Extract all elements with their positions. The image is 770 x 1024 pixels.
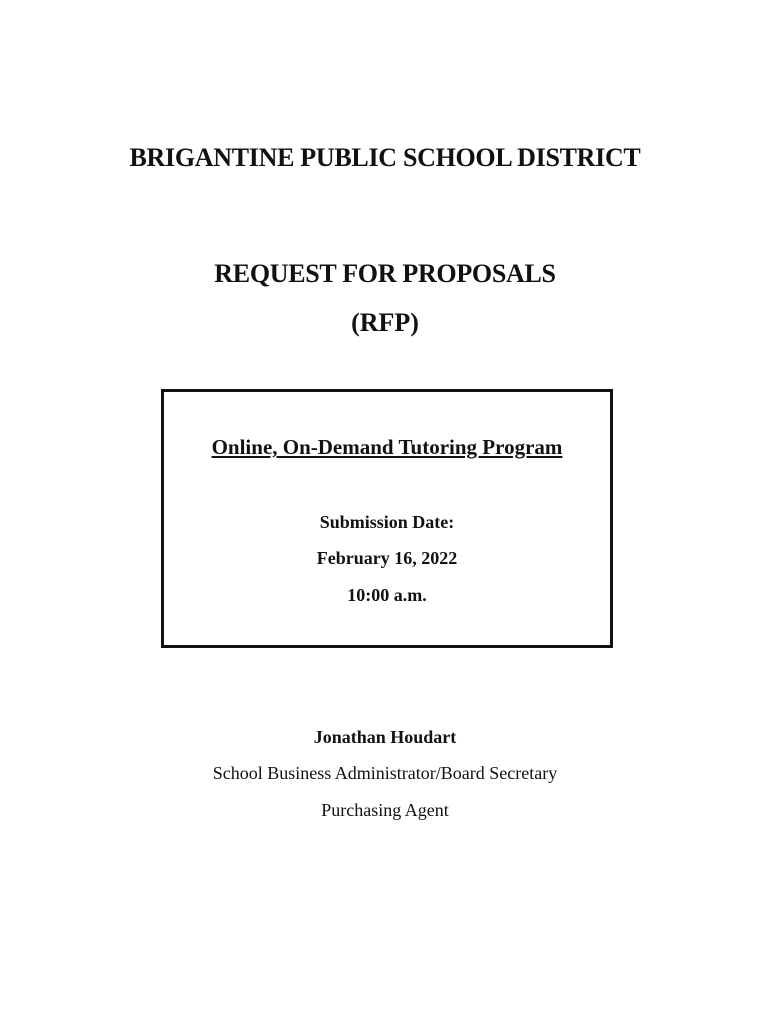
submission-time: 10:00 a.m.	[347, 585, 427, 605]
district-name: BRIGANTINE PUBLIC SCHOOL DISTRICT	[129, 143, 641, 172]
submission-date-label: Submission Date:	[319, 512, 455, 532]
submission-date: February 16, 2022	[316, 548, 458, 568]
contact-name: Jonathan Houdart	[313, 727, 457, 747]
contact-role-secondary: Purchasing Agent	[321, 800, 449, 820]
document-title: REQUEST FOR PROPOSALS	[214, 259, 556, 288]
document-abbreviation: (RFP)	[351, 308, 419, 337]
program-title: Online, On-Demand Tutoring Program	[211, 435, 563, 459]
contact-role-primary: School Business Administrator/Board Secretary	[212, 763, 558, 783]
submission-box	[161, 389, 613, 648]
